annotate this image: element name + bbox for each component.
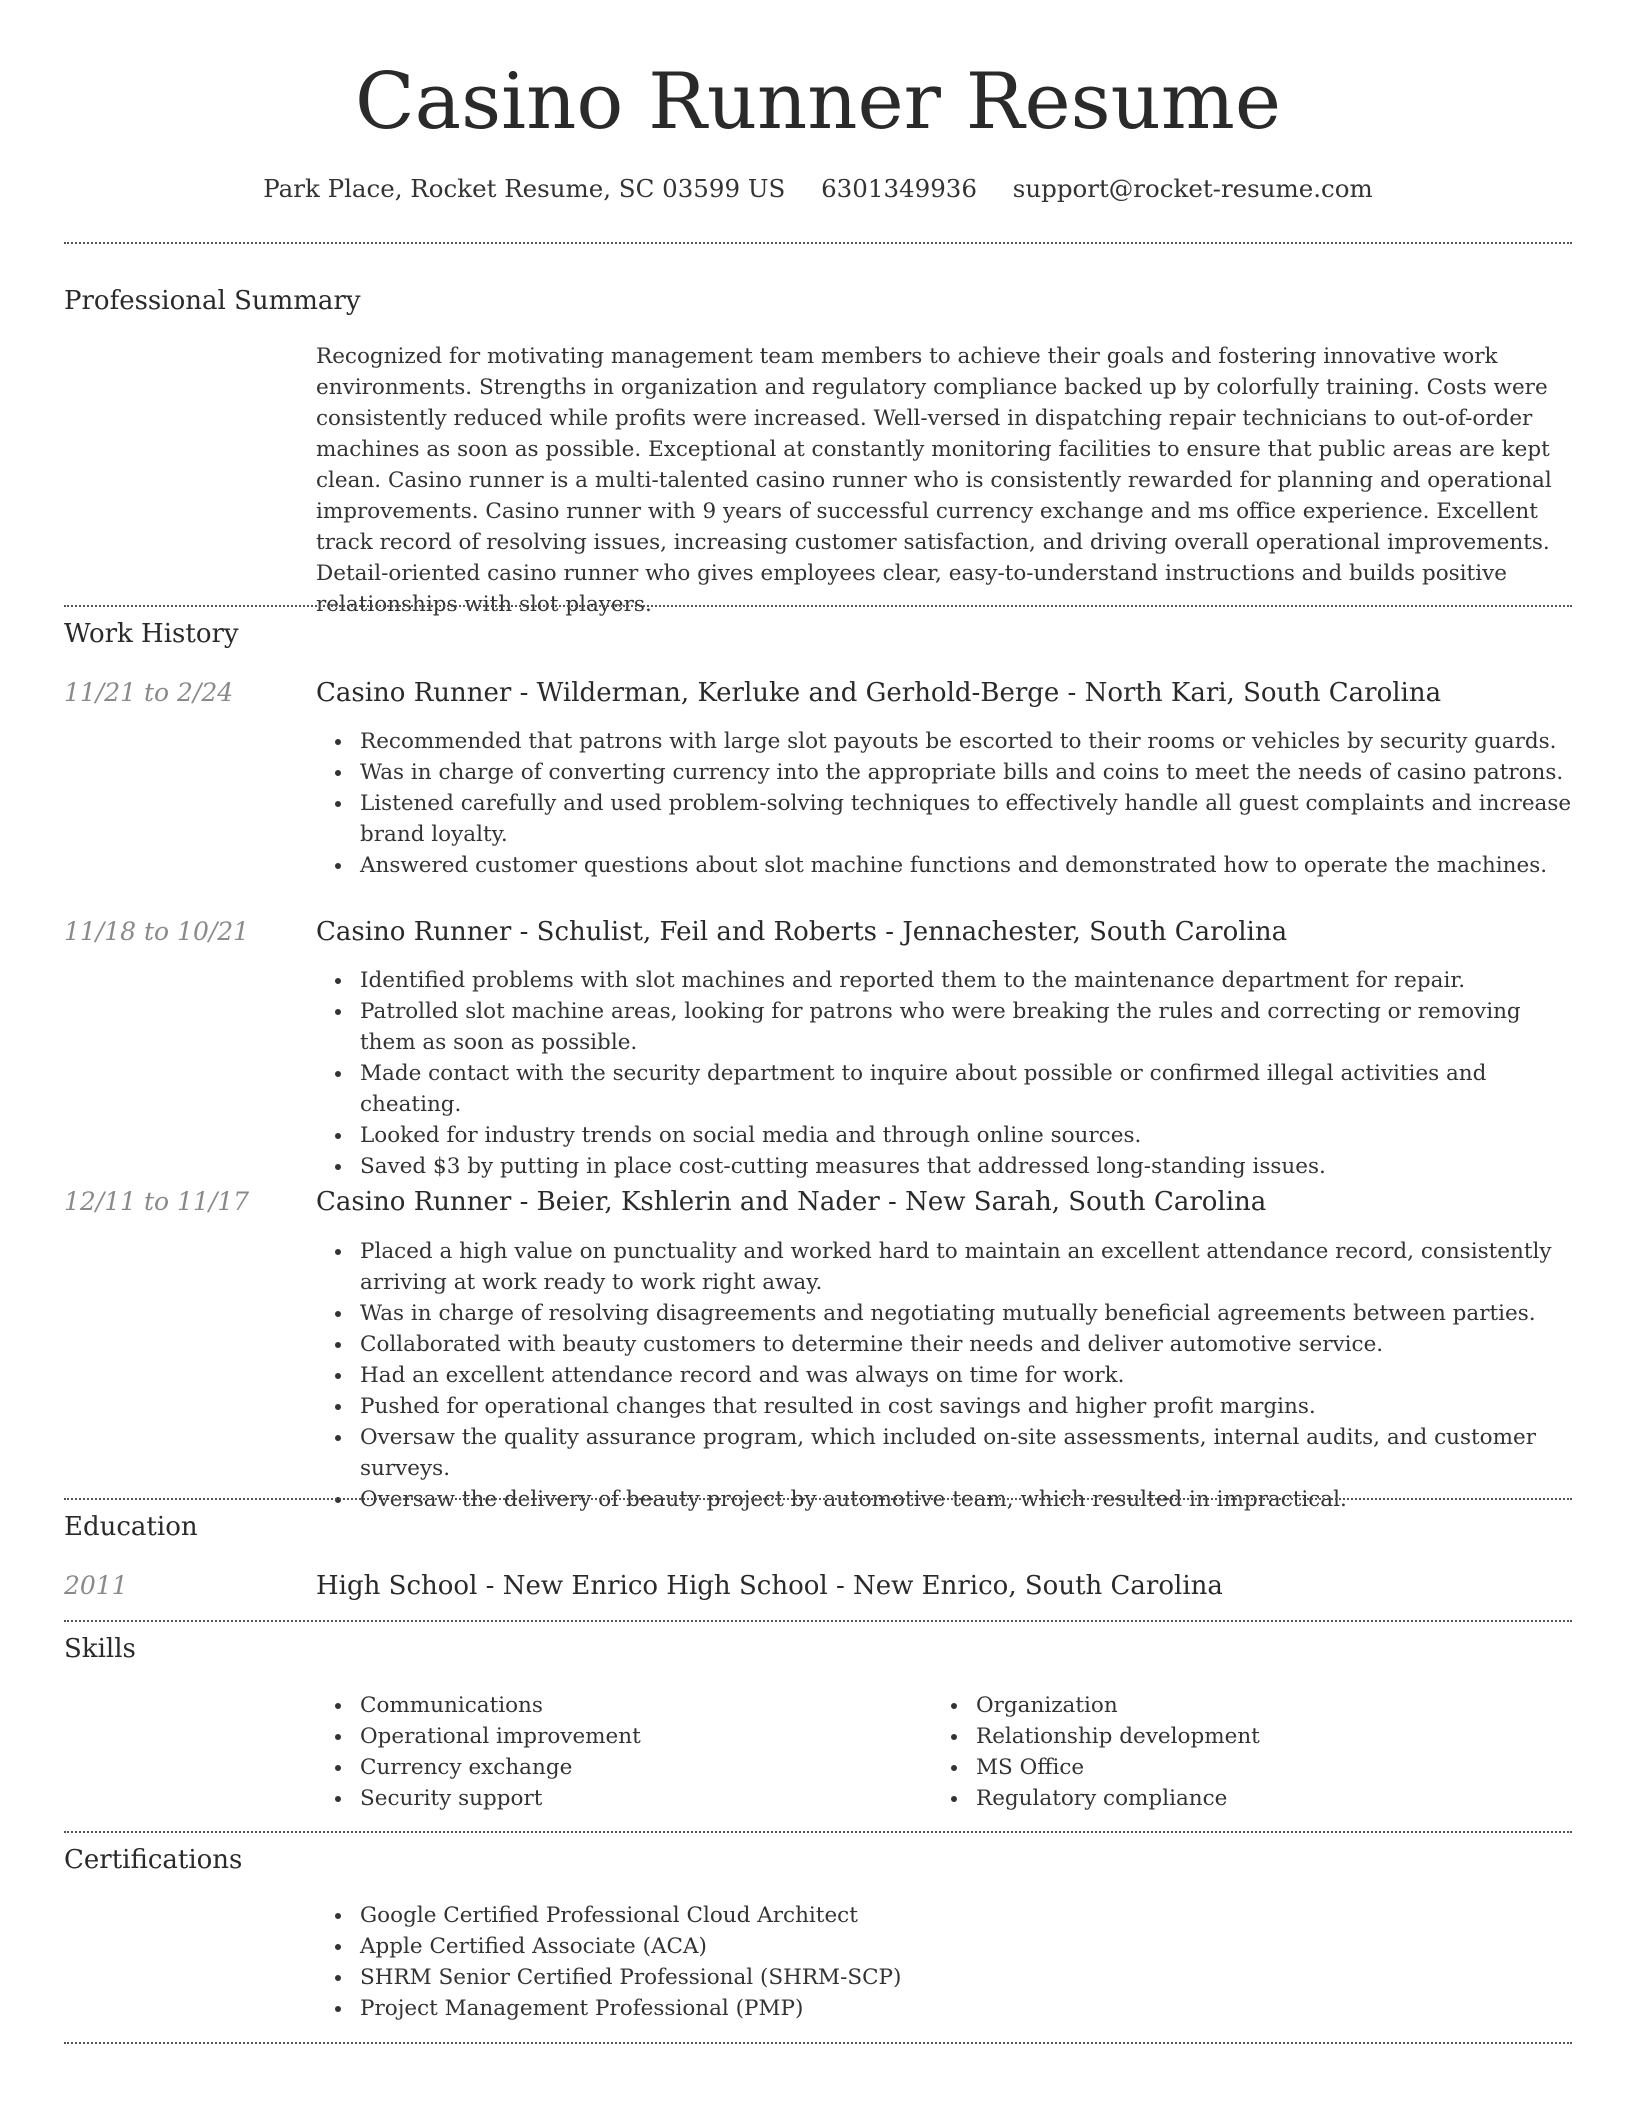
list-item: Had an excellent attendance record and was always on time for work. xyxy=(316,1360,1572,1391)
section-divider xyxy=(64,605,1572,607)
list-item: Was in charge of resolving disagreements and negotiating mutually beneficial agreements between parties. xyxy=(316,1298,1572,1329)
contact-line xyxy=(64,172,1572,206)
section-divider xyxy=(64,1620,1572,1622)
list-item: Saved $3 by putting in place cost-cutting measures that addressed long-standing issues. xyxy=(316,1151,1572,1182)
list-item: Made contact with the security department to inquire about possible or confirmed illegal activities and cheating. xyxy=(316,1058,1572,1120)
list-item: Was in charge of converting currency into the appropriate bills and coins to meet the needs of casino patrons. xyxy=(316,757,1572,788)
list-item: Identified problems with slot machines and reported them to the maintenance department for repair. xyxy=(316,965,1572,996)
list-item: Looked for industry trends on social media and through online sources. xyxy=(316,1120,1572,1151)
list-item: Oversaw the delivery of beauty project by automotive team, which resulted in impractical. xyxy=(316,1484,1572,1515)
contact-phone: 6301349936 xyxy=(821,174,977,203)
summary-text: Recognized for motivating management team members to achieve their goals and fostering innovative work environments. Strengths in organization and regulatory compliance backed up by colorfully training. Costs were consistently reduced while profits were increased. Well-versed in dispatching repair technicians to out-of-order machines as soon as possible. Exceptional at constantly monitoring facilities to ensure that public areas are kept clean. Casino runner is a multi-talented casino runner who is consistently rewarded for planning and operational improvements. Casino runner with 9 years of successful currency exchange and ms office experience. Excellent track record of resolving issues, increasing customer satisfaction, and driving overall operational improvements. Detail-oriented casino runner who gives employees clear, easy-to-understand instructions and builds positive relationships with slot players. xyxy=(316,344,1552,617)
skills-list-right xyxy=(932,1690,1632,1814)
job-title: Casino Runner - Schulist, Feil and Roberts - Jennachester, South Carolina xyxy=(316,917,1288,947)
list-item: Recommended that patrons with large slot payouts be escorted to their rooms or vehicles by security guards. xyxy=(316,726,1572,757)
section-heading-education: Education xyxy=(64,1512,198,1542)
section-divider xyxy=(64,1831,1572,1833)
list-item: Oversaw the quality assurance program, which included on-site assessments, internal audits, and customer surveys. xyxy=(316,1422,1572,1484)
section-heading-work: Work History xyxy=(64,619,239,649)
list-item: Operational improvement xyxy=(316,1721,1572,1752)
job-title: Casino Runner - Beier, Kshlerin and Nader - New Sarah, South Carolina xyxy=(316,1187,1267,1217)
job-bullets xyxy=(316,1236,1572,1515)
section-divider xyxy=(64,1498,1572,1500)
list-item: Answered customer questions about slot machine functions and demonstrated how to operate the machines. xyxy=(316,850,1572,881)
list-item: Collaborated with beauty customers to determine their needs and deliver automotive service. xyxy=(316,1329,1572,1360)
certifications-list xyxy=(316,1900,1572,2024)
list-item: Currency exchange xyxy=(316,1752,1572,1783)
section-divider xyxy=(64,242,1572,244)
list-item: Communications xyxy=(316,1690,1572,1721)
list-item: MS Office xyxy=(932,1752,1632,1783)
job-dates: 12/11 to 11/17 xyxy=(64,1187,250,1216)
section-divider xyxy=(64,2042,1572,2044)
list-item: SHRM Senior Certified Professional (SHRM-SCP) xyxy=(316,1962,1572,1993)
list-item: Patrolled slot machine areas, looking for patrons who were breaking the rules and correcting or removing them as soon as possible. xyxy=(316,996,1572,1058)
section-heading-skills: Skills xyxy=(64,1634,136,1664)
list-item: Security support xyxy=(316,1783,1572,1814)
job-title: Casino Runner - Wilderman, Kerluke and Gerhold-Berge - North Kari, South Carolina xyxy=(316,678,1442,708)
education-title: High School - New Enrico High School - New Enrico, South Carolina xyxy=(316,1571,1223,1601)
job-bullets xyxy=(316,726,1572,881)
job-dates: 11/21 to 2/24 xyxy=(64,678,234,707)
contact-email: support@rocket-resume.com xyxy=(1012,174,1373,203)
job-dates: 11/18 to 10/21 xyxy=(64,917,250,946)
list-item: Google Certified Professional Cloud Architect xyxy=(316,1900,1572,1931)
section-heading-summary: Professional Summary xyxy=(64,286,361,316)
list-item: Relationship development xyxy=(932,1721,1632,1752)
list-item: Organization xyxy=(932,1690,1632,1721)
list-item: Listened carefully and used problem-solving techniques to effectively handle all guest complaints and increase brand loyalty. xyxy=(316,788,1572,850)
list-item: Regulatory compliance xyxy=(932,1783,1632,1814)
list-item: Apple Certified Associate (ACA) xyxy=(316,1931,1572,1962)
job-bullets xyxy=(316,965,1572,1182)
education-year: 2011 xyxy=(64,1571,128,1600)
list-item: Placed a high value on punctuality and worked hard to maintain an excellent attendance record, consistently arriving at work ready to work right away. xyxy=(316,1236,1572,1298)
contact-address: Park Place, Rocket Resume, SC 03599 US xyxy=(263,174,786,203)
resume-title: Casino Runner Resume xyxy=(354,57,1282,147)
section-heading-certifications: Certifications xyxy=(64,1845,243,1875)
list-item: Pushed for operational changes that resulted in cost savings and higher profit margins. xyxy=(316,1391,1572,1422)
list-item: Project Management Professional (PMP) xyxy=(316,1993,1572,2024)
